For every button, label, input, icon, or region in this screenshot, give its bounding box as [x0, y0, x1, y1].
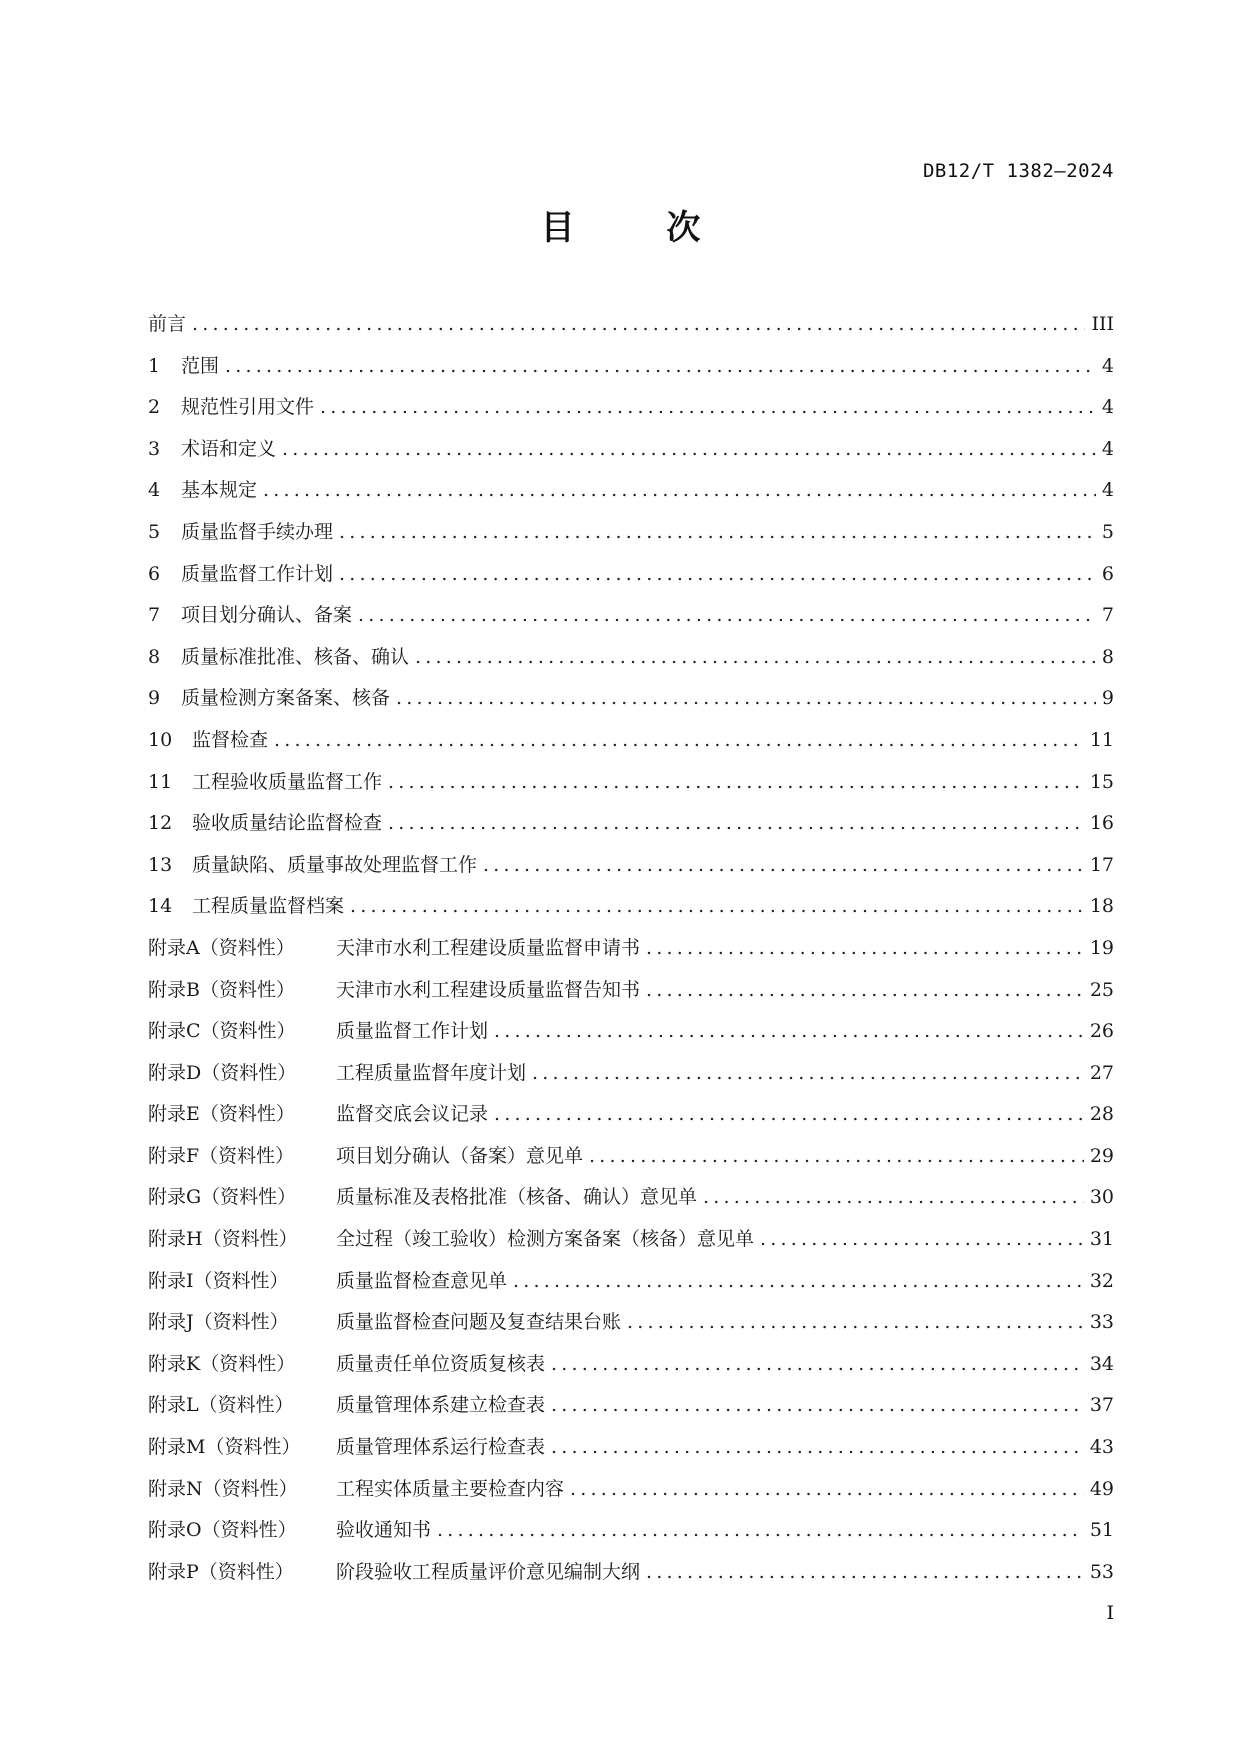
toc-entry-title: 前言	[148, 313, 187, 335]
toc-dot-leader	[339, 519, 1096, 545]
toc-entry[interactable]	[148, 394, 1114, 436]
toc-appendix-label: 附录L（资料性）	[148, 1394, 294, 1417]
toc-appendix-page: 31	[1089, 1228, 1114, 1251]
toc-entry[interactable]	[148, 477, 1114, 519]
toc-entry-title: 质量监督工作计划	[181, 562, 334, 585]
toc-entry-page: 5	[1101, 520, 1114, 543]
toc-entry-title: 工程验收质量监督工作	[192, 770, 383, 793]
toc-appendix-title: 质量监督工作计划	[336, 1020, 489, 1043]
toc-entry[interactable]	[148, 769, 1114, 811]
toc-entry-page: 4	[1101, 479, 1114, 502]
toc-appendix-title: 质量管理体系建立检查表	[336, 1394, 546, 1417]
toc-entry-title: 质量监督手续办理	[181, 520, 334, 543]
toc-appendix-entry[interactable]	[148, 1184, 1114, 1226]
toc-entry-page: 4	[1101, 354, 1114, 377]
toc-appendix-entry[interactable]	[148, 1309, 1114, 1351]
toc-entry[interactable]	[148, 685, 1114, 727]
toc-dot-leader	[282, 436, 1096, 462]
toc-appendix-page: 51	[1089, 1519, 1114, 1542]
toc-appendix-title: 验收通知书	[336, 1519, 432, 1542]
toc-entry-number: 8	[148, 645, 161, 668]
toc-entry-title: 监督检查	[192, 728, 269, 751]
toc-entry-number: 12	[148, 812, 173, 835]
toc-appendix-entry[interactable]	[148, 977, 1114, 1019]
toc-dot-leader	[437, 1517, 1084, 1543]
toc-entry[interactable]	[148, 436, 1114, 478]
toc-dot-leader	[483, 852, 1084, 878]
toc-appendix-label: 附录G（资料性）	[148, 1186, 297, 1209]
toc-appendix-page: 29	[1089, 1144, 1114, 1167]
toc-dot-leader	[570, 1476, 1084, 1502]
toc-entry-title: 范围	[181, 354, 220, 377]
toc-dot-leader	[396, 685, 1096, 711]
toc-entry-number: 1	[148, 354, 161, 377]
toc-appendix-label: 附录A（资料性）	[148, 936, 295, 959]
toc-entry-number: 4	[148, 479, 161, 502]
toc-entry[interactable]	[148, 893, 1114, 935]
toc-entry-number: 6	[148, 562, 161, 585]
toc-entry-title: 工程质量监督档案	[192, 895, 345, 918]
toc-appendix-label: 附录C（资料性）	[148, 1020, 296, 1043]
toc-entry[interactable]	[148, 519, 1114, 561]
toc-appendix-title: 工程质量监督年度计划	[336, 1061, 527, 1084]
page-number: I	[1106, 1602, 1114, 1624]
toc-appendix-label: 附录J（资料性）	[148, 1311, 289, 1334]
toc-entry-number: 13	[148, 853, 173, 876]
toc-entry-title: 项目划分确认、备案	[181, 604, 353, 627]
toc-entry[interactable]	[148, 852, 1114, 894]
toc-dot-leader	[646, 1559, 1084, 1585]
toc-appendix-label: 附录P（资料性）	[148, 1560, 294, 1583]
toc-appendix-label: 附录I（资料性）	[148, 1269, 289, 1292]
toc-entry[interactable]	[148, 727, 1114, 769]
toc-entry-number: 7	[148, 604, 161, 627]
table-of-contents	[148, 311, 1114, 1600]
toc-appendix-page: 37	[1089, 1394, 1114, 1417]
toc-entry-page: 8	[1101, 645, 1114, 668]
toc-entry[interactable]	[148, 810, 1114, 852]
toc-dot-leader	[760, 1226, 1084, 1252]
toc-appendix-title: 天津市水利工程建设质量监督告知书	[336, 978, 641, 1001]
toc-appendix-entry[interactable]	[148, 1392, 1114, 1434]
toc-dot-leader	[192, 311, 1085, 337]
toc-entry[interactable]	[148, 311, 1114, 353]
toc-appendix-entry[interactable]	[148, 1143, 1114, 1185]
page-title: 目 次	[540, 208, 741, 248]
toc-entry-page: 16	[1089, 812, 1114, 835]
toc-appendix-entry[interactable]	[148, 1018, 1114, 1060]
toc-entry-page: 15	[1089, 770, 1114, 793]
toc-appendix-title: 质量标准及表格批准（核备、确认）意见单	[336, 1186, 698, 1209]
toc-dot-leader	[274, 727, 1084, 753]
document-code: DB12/T 1382—2024	[922, 160, 1114, 182]
toc-appendix-label: 附录B（资料性）	[148, 978, 295, 1001]
toc-appendix-page: 27	[1089, 1061, 1114, 1084]
toc-entry-page: 4	[1101, 437, 1114, 460]
toc-appendix-title: 监督交底会议记录	[336, 1103, 489, 1126]
toc-appendix-title: 工程实体质量主要检查内容	[336, 1477, 565, 1500]
toc-appendix-title: 全过程（竣工验收）检测方案备案（核备）意见单	[336, 1228, 755, 1251]
toc-appendix-label: 附录N（资料性）	[148, 1477, 298, 1500]
toc-appendix-entry[interactable]	[148, 1268, 1114, 1310]
toc-appendix-page: 32	[1089, 1269, 1114, 1292]
toc-entry-number: 11	[148, 770, 173, 793]
toc-appendix-label: 附录O（资料性）	[148, 1519, 297, 1542]
toc-appendix-page: 30	[1089, 1186, 1114, 1209]
toc-dot-leader	[388, 769, 1084, 795]
toc-appendix-label: 附录D（资料性）	[148, 1061, 297, 1084]
toc-appendix-title: 质量责任单位资质复核表	[336, 1352, 546, 1375]
toc-appendix-page: 49	[1089, 1477, 1114, 1500]
toc-dot-leader	[388, 810, 1084, 836]
toc-dot-leader	[339, 561, 1096, 587]
toc-entry-page: III	[1091, 313, 1114, 335]
toc-appendix-entry[interactable]	[148, 1101, 1114, 1143]
toc-dot-leader	[350, 893, 1084, 919]
toc-appendix-label: 附录F（资料性）	[148, 1144, 295, 1167]
toc-entry[interactable]	[148, 602, 1114, 644]
toc-entry-page: 17	[1089, 853, 1114, 876]
toc-entry[interactable]	[148, 353, 1114, 395]
toc-dot-leader	[627, 1309, 1084, 1335]
toc-entry-number: 9	[148, 687, 161, 710]
toc-entry-title: 验收质量结论监督检查	[192, 812, 383, 835]
toc-appendix-label: 附录E（资料性）	[148, 1103, 295, 1126]
toc-appendix-label: 附录K（资料性）	[148, 1352, 296, 1375]
toc-entry-title: 基本规定	[181, 479, 258, 502]
toc-entry-title: 质量检测方案备案、核备	[181, 687, 391, 710]
toc-dot-leader	[320, 394, 1096, 420]
toc-entry-page: 6	[1101, 562, 1114, 585]
toc-dot-leader	[225, 353, 1096, 379]
toc-entry-number: 2	[148, 396, 161, 419]
toc-appendix-title: 质量管理体系运行检查表	[336, 1436, 546, 1459]
toc-appendix-entry[interactable]	[148, 935, 1114, 977]
toc-entry-number: 5	[148, 520, 161, 543]
toc-entry-page: 4	[1101, 396, 1114, 419]
toc-dot-leader	[263, 477, 1096, 503]
toc-dot-leader	[551, 1351, 1084, 1377]
toc-dot-leader	[551, 1392, 1084, 1418]
toc-entry-number: 10	[148, 728, 173, 751]
toc-appendix-entry[interactable]	[148, 1351, 1114, 1393]
toc-dot-leader	[646, 935, 1084, 961]
toc-entry[interactable]	[148, 561, 1114, 603]
toc-appendix-page: 53	[1089, 1560, 1114, 1583]
toc-entry-title: 术语和定义	[181, 437, 277, 460]
toc-dot-leader	[532, 1060, 1084, 1086]
toc-appendix-page: 19	[1089, 936, 1114, 959]
toc-appendix-entry[interactable]	[148, 1559, 1114, 1601]
toc-appendix-title: 质量监督检查意见单	[336, 1269, 508, 1292]
toc-entry-page: 18	[1089, 895, 1114, 918]
toc-dot-leader	[494, 1018, 1084, 1044]
toc-dot-leader	[703, 1184, 1084, 1210]
toc-appendix-entry[interactable]	[148, 1226, 1114, 1268]
toc-appendix-entry[interactable]	[148, 1476, 1114, 1518]
toc-dot-leader	[494, 1101, 1084, 1127]
toc-appendix-title: 阶段验收工程质量评价意见编制大纲	[336, 1560, 641, 1583]
toc-appendix-label: 附录H（资料性）	[148, 1228, 298, 1251]
toc-appendix-title: 质量监督检查问题及复查结果台账	[336, 1311, 622, 1334]
toc-appendix-title: 项目划分确认（备案）意见单	[336, 1144, 584, 1167]
toc-dot-leader	[358, 602, 1096, 628]
toc-dot-leader	[646, 977, 1084, 1003]
toc-appendix-page: 34	[1089, 1352, 1114, 1375]
toc-entry-number: 3	[148, 437, 161, 460]
toc-entry[interactable]	[148, 644, 1114, 686]
toc-appendix-title: 天津市水利工程建设质量监督申请书	[336, 936, 641, 959]
toc-entry-title: 质量标准批准、核备、确认	[181, 645, 410, 668]
toc-entry-title: 规范性引用文件	[181, 396, 315, 419]
toc-appendix-page: 28	[1089, 1103, 1114, 1126]
toc-entry-page: 11	[1089, 728, 1114, 751]
toc-dot-leader	[551, 1434, 1084, 1460]
toc-appendix-page: 33	[1089, 1311, 1114, 1334]
toc-appendix-entry[interactable]	[148, 1517, 1114, 1559]
toc-dot-leader	[513, 1268, 1084, 1294]
toc-entry-title: 质量缺陷、质量事故处理监督工作	[192, 853, 478, 876]
toc-dot-leader	[415, 644, 1096, 670]
toc-entry-page: 7	[1101, 604, 1114, 627]
toc-entry-page: 9	[1101, 687, 1114, 710]
toc-entry-number: 14	[148, 895, 173, 918]
toc-appendix-entry[interactable]	[148, 1060, 1114, 1102]
toc-appendix-entry[interactable]	[148, 1434, 1114, 1476]
toc-dot-leader	[589, 1143, 1084, 1169]
toc-appendix-label: 附录M（资料性）	[148, 1436, 301, 1459]
toc-appendix-page: 26	[1089, 1020, 1114, 1043]
toc-appendix-page: 25	[1089, 978, 1114, 1001]
toc-appendix-page: 43	[1089, 1436, 1114, 1459]
